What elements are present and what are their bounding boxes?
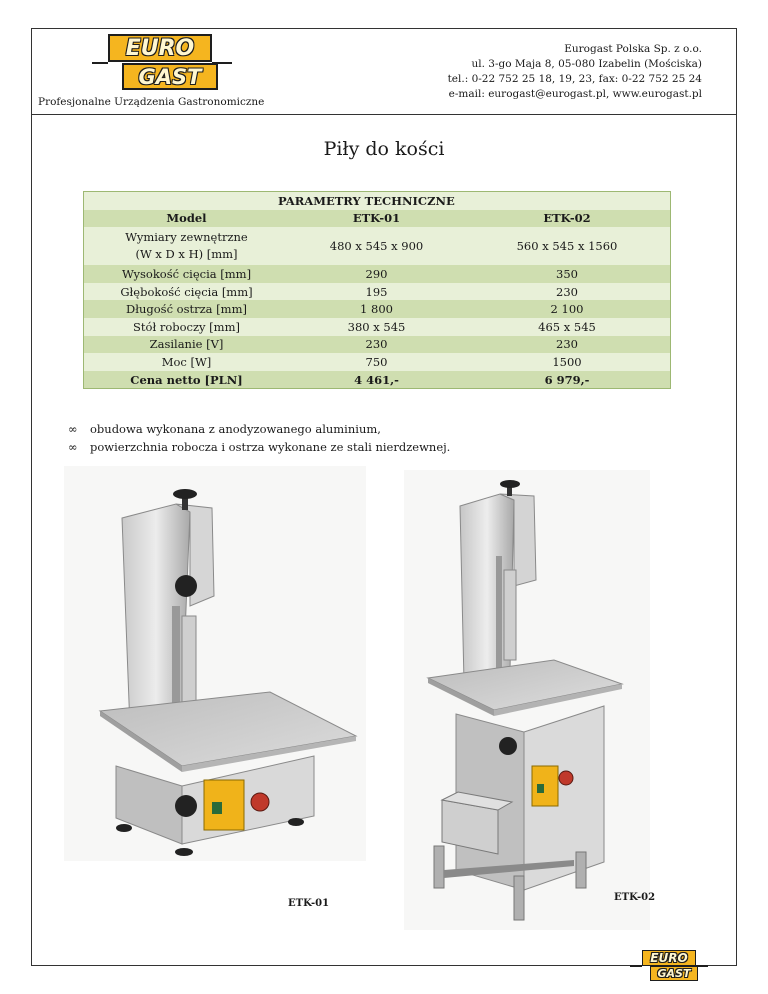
company-name: Eurogast Polska Sp. z o.o.	[564, 43, 702, 55]
list-item	[68, 420, 450, 438]
bone-saw-etk01-icon	[64, 466, 366, 861]
row-value: 195	[289, 283, 464, 301]
row-value: 380 x 545	[289, 318, 464, 336]
list-item-text: obudowa wykonana z anodyzowanego aluminium,	[90, 422, 381, 436]
company-phones: tel.: 0-22 752 25 18, 19, 23, fax: 0-22 752 25 24	[447, 73, 702, 85]
tagline: Profesjonalne Urządzenia Gastronomiczne	[38, 96, 265, 108]
spec-table	[83, 191, 671, 389]
row-label: Zasilanie [V]	[84, 336, 289, 354]
row-label: Długość ostrza [mm]	[84, 300, 289, 318]
table-row	[84, 283, 670, 301]
company-info	[448, 42, 702, 102]
table-row	[84, 300, 670, 318]
eurogast-logo	[92, 34, 232, 92]
feature-list	[68, 420, 450, 456]
product-image-etk02	[404, 470, 650, 930]
infinity-bullet-icon: ∞	[68, 440, 78, 454]
row-value: 480 x 545 x 900	[289, 227, 464, 265]
list-item	[68, 438, 450, 456]
model-etk01: ETK-01	[289, 210, 464, 228]
model-label: Model	[84, 210, 289, 228]
price-etk02: 6 979,-	[464, 371, 670, 389]
row-value: 230	[464, 283, 670, 301]
footer-logo-top-word: EURO	[650, 951, 688, 965]
table-row	[84, 318, 670, 336]
footer-eurogast-logo	[630, 950, 708, 982]
row-label: Moc [W]	[84, 353, 289, 371]
row-value: 1 800	[289, 300, 464, 318]
row-label: Głębokość cięcia [mm]	[84, 283, 289, 301]
logo-top-word: EURO	[125, 35, 195, 61]
company-contact[interactable]: e-mail: eurogast@eurogast.pl, www.eurogast.pl	[448, 88, 702, 100]
bone-saw-etk02-icon	[404, 470, 650, 930]
row-value: 230	[289, 336, 464, 354]
price-label: Cena netto [PLN]	[84, 371, 289, 389]
row-value: 750	[289, 353, 464, 371]
row-label: Stół roboczy [mm]	[84, 318, 289, 336]
row-value: 2 100	[464, 300, 670, 318]
table-row	[84, 227, 670, 265]
table-row	[84, 353, 670, 371]
row-value: 1500	[464, 353, 670, 371]
row-label: Wymiary zewnętrzne	[125, 230, 248, 245]
infinity-bullet-icon: ∞	[68, 422, 78, 436]
row-value: 465 x 545	[464, 318, 670, 336]
table-row	[84, 371, 670, 389]
caption-etk02: ETK-02	[614, 892, 656, 903]
product-image-etk01	[64, 466, 366, 861]
row-label-sub: (W x D x H) [mm]	[135, 247, 238, 262]
table-row	[84, 336, 670, 354]
price-etk01: 4 461,-	[289, 371, 464, 389]
spec-heading: PARAMETRY TECHNICZNE	[278, 193, 455, 208]
row-value: 560 x 545 x 1560	[464, 227, 670, 265]
model-etk02: ETK-02	[464, 210, 670, 228]
logo-bottom-word: GAST	[138, 64, 202, 89]
footer-logo-bottom-word: GAST	[657, 967, 691, 980]
row-value: 230	[464, 336, 670, 354]
page-title: Piły do kości	[323, 138, 445, 160]
list-item-text: powierzchnia robocza i ostrza wykonane ze stali nierdzewnej.	[90, 440, 451, 454]
row-value: 350	[464, 265, 670, 283]
table-row	[84, 265, 670, 283]
row-label: Wysokość cięcia [mm]	[84, 265, 289, 283]
row-value: 290	[289, 265, 464, 283]
caption-etk01: ETK-01	[288, 898, 330, 909]
header-divider	[31, 114, 737, 115]
company-address: ul. 3-go Maja 8, 05-080 Izabelin (Mościska)	[471, 58, 702, 70]
